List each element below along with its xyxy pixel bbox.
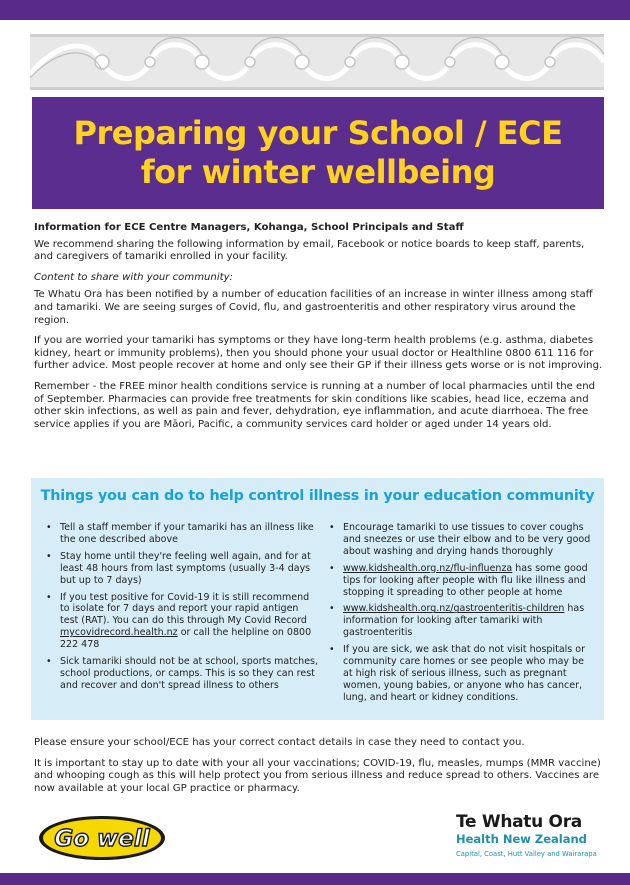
kidshealth-gastro-link[interactable]: www.kidshealth.org.nz/gastroenteritis-children [343,603,565,615]
list-item [328,563,594,599]
content-label: Content to share with your community: [34,271,233,283]
go-well-logo [37,814,167,862]
list-item-text: has information for looking after tamariki with gastroenteritis [343,603,585,639]
kidshealth-flu-link[interactable]: www.kidshealth.org.nz/flu-influenza [343,562,513,574]
top-purple-bar [0,0,630,20]
page-title-line-1: Preparing your School / ECE [73,114,563,152]
list-item [45,592,319,652]
tips-title: Things you can do to help control illness in your education community [40,488,595,504]
title-banner [32,97,604,209]
tips-right-column [328,522,594,709]
intro-section [34,222,604,439]
closing-paragraph-2: It is important to stay up to date with your all your vaccinations; COVID-19, flu, measles, mumps (MMR vaccine) and whooping cough as this will help protect you from serious illness and reduce spread to others. Vaccines are now available at your local GP practice or pharmacy. [34,757,601,794]
kowhaiwhai-pattern [30,34,604,90]
brand-subtitle: Health New Zealand [456,832,587,846]
page-title-line-2: for winter wellbeing [140,153,496,191]
closing-paragraph-1: Please ensure your school/ECE has your correct contact details in case they need to contact you. [34,737,525,748]
brand-name: Te Whatu Ora [456,812,582,832]
go-well-logo-text: Go well [54,826,150,852]
mycovidrecord-link[interactable]: mycovidrecord.health.nz [60,627,178,639]
intro-paragraph-2: If you are worried your tamariki has symptoms or they have long-term health problems (e.g. asthma, diabetes kidney, heart or immunity problems), then you should phone your usual doctor or Healthline 0800 611 116 for further advice. Most people recover at home and only see their GP if their illness gets worse or is not improving. [34,335,603,372]
list-item: • Sick tamariki should not be at school, sports matches, school productions, or camps. This is so they can rest and recover and don't spread illness to others [45,656,319,692]
brand-region: Capital, Coast, Hutt Valley and Wairarapa [456,850,597,858]
te-whatu-ora-brand [456,812,606,859]
list-item: • Tell a staff member if your tamariki has an illness like the one described above [45,522,319,546]
list-item-text: has some good tips for looking after people with flu like illness and stopping it spreading to other people at home [343,562,588,598]
intro-heading: Information for ECE Centre Managers, Kohanga, School Principals and Staff [34,222,464,233]
list-item [328,603,594,639]
tips-box [31,478,604,720]
bottom-purple-bar [0,873,630,885]
list-item-text: or call the helpline on 0800 222 478 [60,627,312,651]
list-item: • Stay home until they're feeling well again, and for at least 48 hours from last symptoms (usually 3-4 days but up to 7 days) [45,551,319,587]
intro-paragraph-1: Te Whatu Ora has been notified by a number of education facilities of an increase in winter illness among staff and tamariki. We are seeing surges of Covid, flu, and gastroenteritis and other respiratory virus around the region. [34,289,593,326]
closing-section [34,737,604,803]
intro-paragraph-3: Remember - the FREE minor health conditions service is running at a number of local pharmacies until the end of September. Pharmacies can provide free treatments for skin conditions like scabies, head lice, eczema and other skin infections, as well as pain and fever, dehydration, eye inflammation, and acute diarrhoea. The free service applies if you are Māori, Pacific, a community services card holder or aged under 14 years old. [34,380,596,430]
list-item-text: If you test positive for Covid-19 it is still recommend to isolate for 7 days and report your rapid antigen test (RAT). You can do this through My Covid Record [60,591,310,627]
intro-recommend: We recommend sharing the following information by email, Facebook or notice boards to keep staff, parents, and caregivers of tamariki enrolled in your facility. [34,238,585,263]
list-item: • If you are sick, we ask that do not visit hospitals or community care homes or see people who may be at high risk of serious illness, such as pregnant women, young babies, or anyone who has cancer, lung, and heart or kidney conditions. [328,644,594,704]
list-item: • Encourage tamariki to use tissues to cover coughs and sneezes or use their elbow and to be very good about washing and drying hands thoroughly [328,522,594,558]
tips-left-column [45,522,319,697]
